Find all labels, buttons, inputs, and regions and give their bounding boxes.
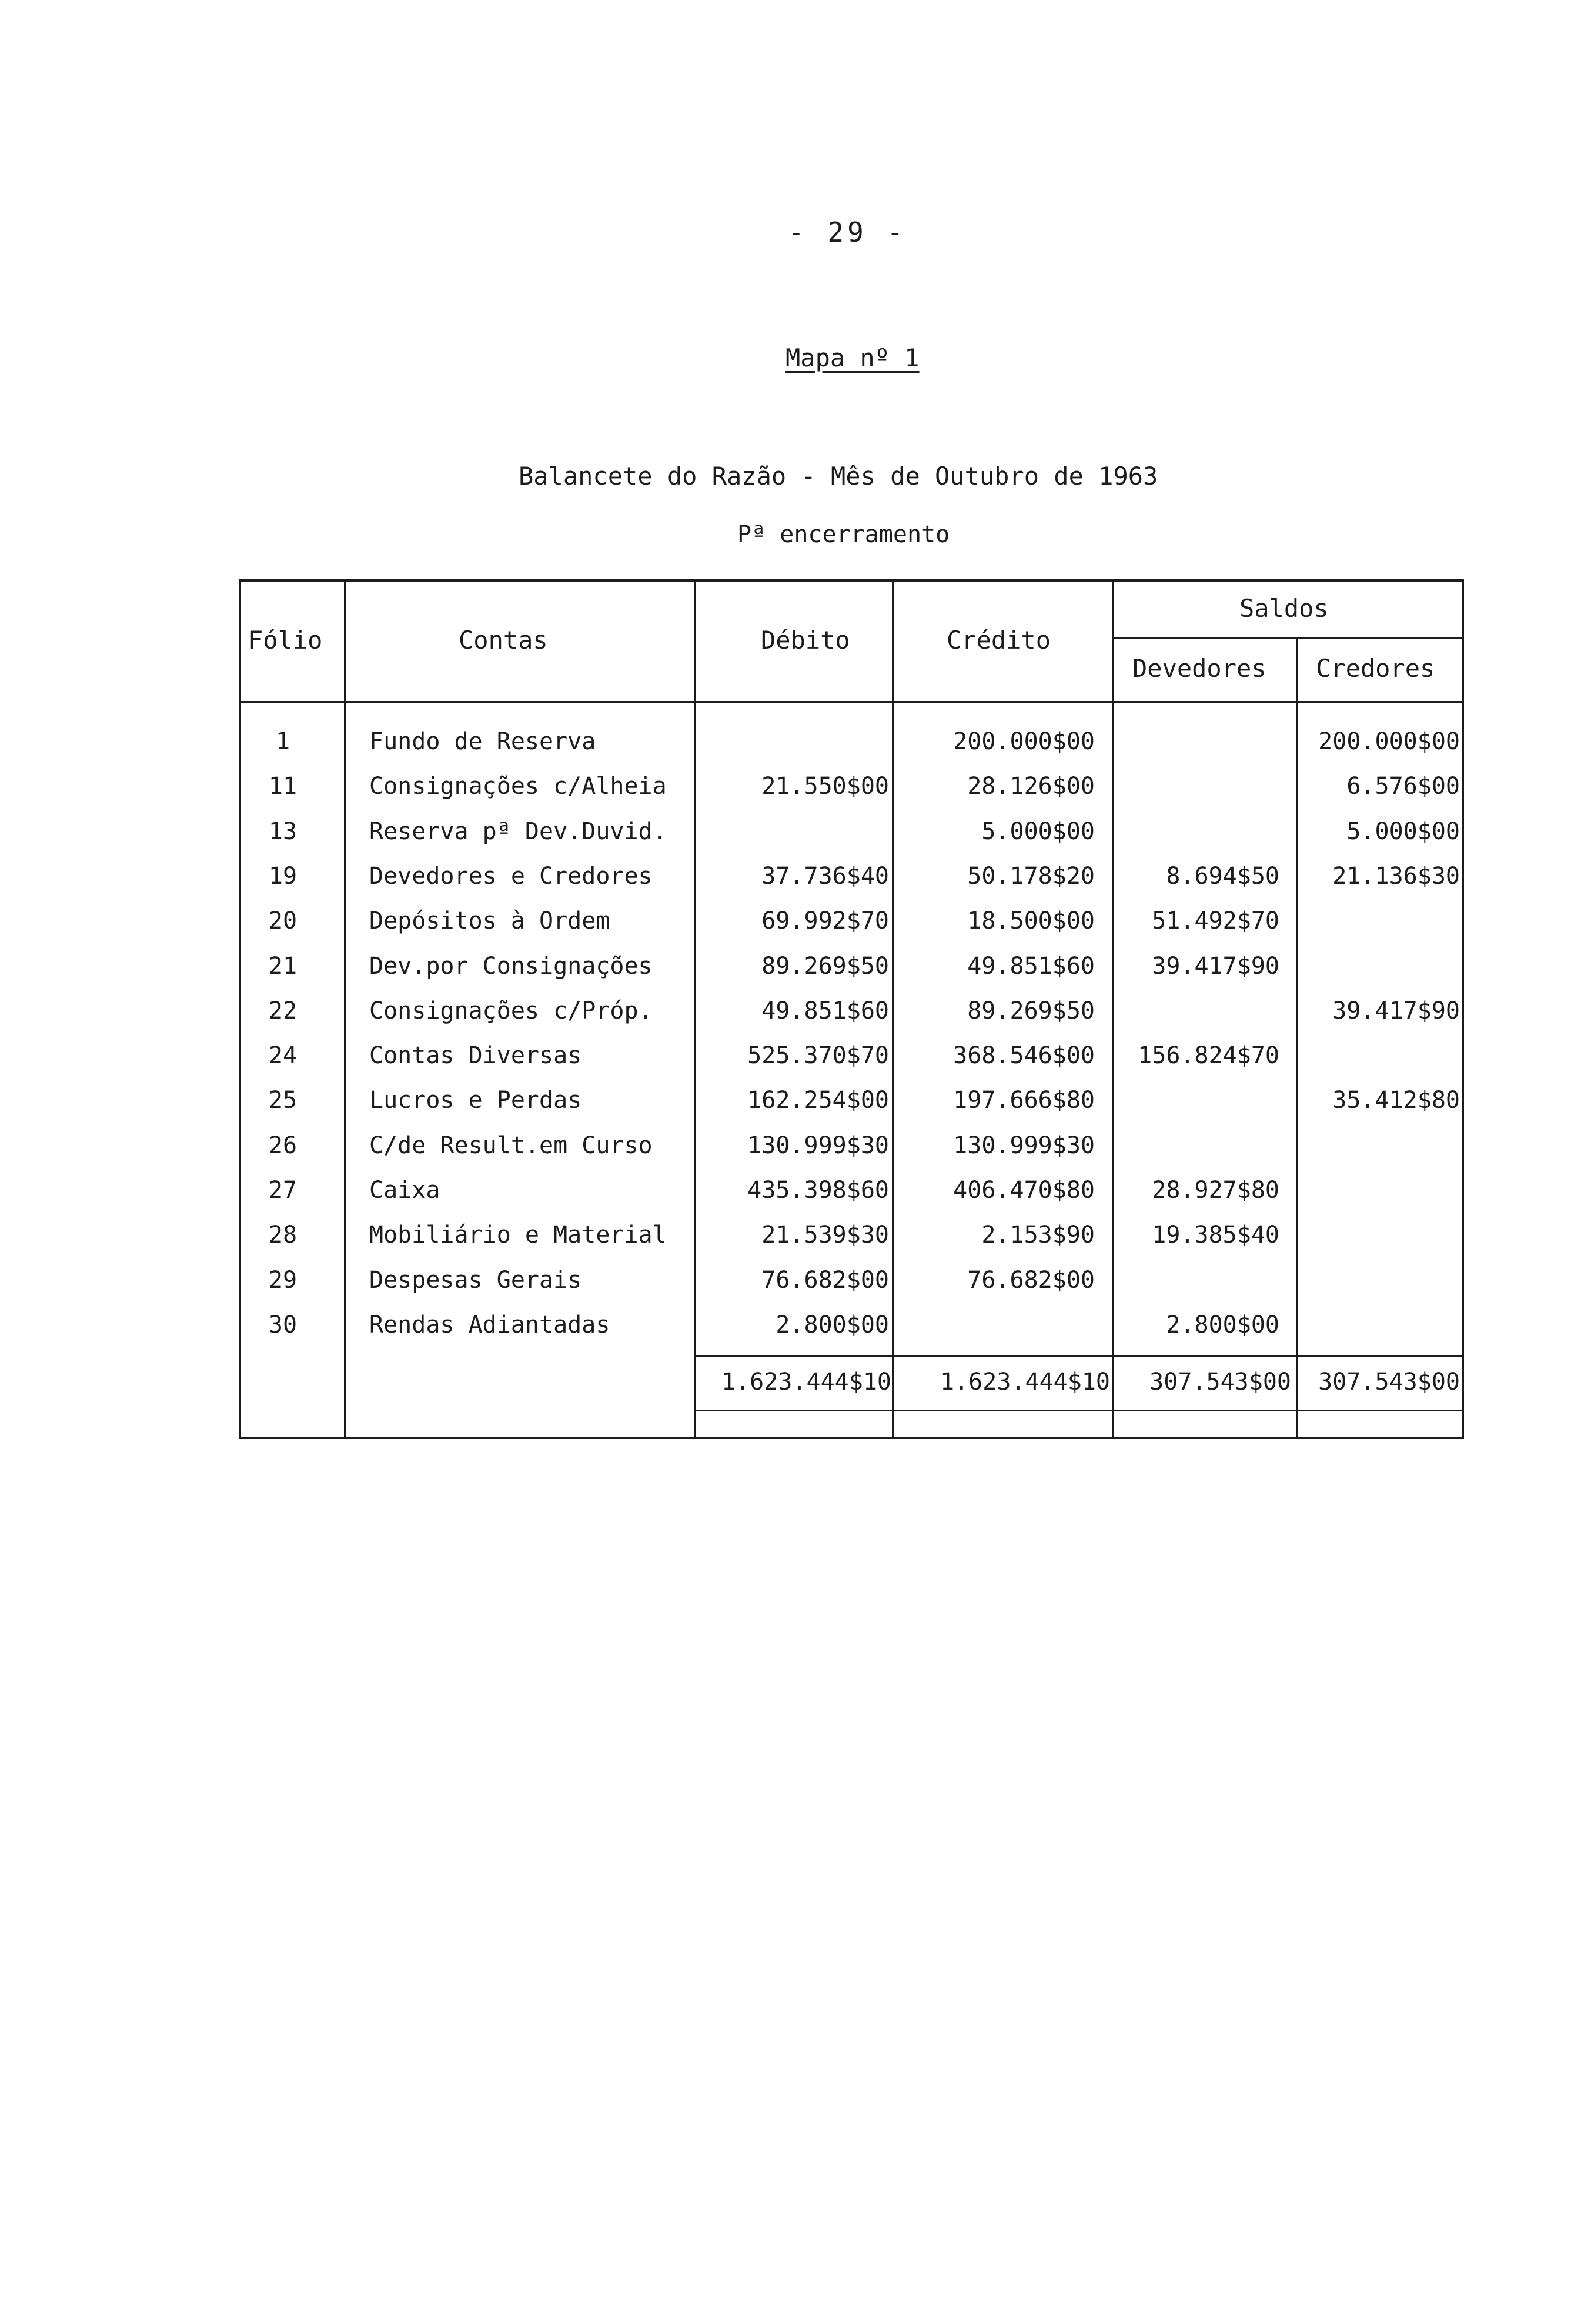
ledger-table [239,579,1464,1439]
header-contas: Contas [459,626,548,655]
column-rule-credito [1112,579,1114,1439]
page-number: - 29 - [788,216,907,248]
total-devedores: 307.543$00 [1149,1368,1291,1395]
saldos-divider [1112,637,1464,639]
cell-credito: 197.666$80 [953,1087,1095,1114]
header-debito: Débito [761,626,850,655]
header-bottom-rule [239,701,1464,703]
cell-credito: 130.999$30 [953,1132,1095,1159]
cell-debito: 76.682$00 [761,1267,889,1294]
cell-credores: 6.576$00 [1346,773,1460,800]
cell-credito: 406.470$80 [953,1177,1095,1204]
table-border-right [1462,579,1464,1439]
table-border-top [239,579,1464,582]
cell-credores: 21.136$30 [1332,863,1460,890]
cell-devedores: 51.492$70 [1152,907,1279,934]
cell-credores: 200.000$00 [1318,728,1460,755]
header-devedores: Devedores [1132,654,1266,683]
cell-folio: 20 [268,907,298,934]
cell-credito: 2.153$90 [981,1221,1095,1248]
totals-bottom-rule [694,1410,1464,1411]
total-debito: 1.623.444$10 [721,1368,891,1395]
cell-folio: 24 [268,1042,298,1069]
cell-credito: 5.000$00 [981,818,1095,845]
total-credores: 307.543$00 [1318,1368,1460,1395]
cell-conta: Consignações c/Alheia [369,773,667,800]
header-saldos: Saldos [1239,594,1329,623]
map-title: Mapa nº 1 [785,343,920,372]
cell-debito: 525.370$70 [747,1042,889,1069]
cell-debito: 37.736$40 [761,863,889,890]
cell-conta: Caixa [369,1177,440,1204]
cell-credito: 76.682$00 [967,1267,1095,1294]
cell-devedores: 156.824$70 [1138,1042,1279,1069]
cell-devedores: 28.927$80 [1152,1177,1279,1204]
cell-credito: 368.546$00 [953,1042,1095,1069]
cell-credores: 5.000$00 [1346,818,1460,845]
column-rule-contas [694,579,696,1439]
cell-conta: Fundo de Reserva [369,728,596,755]
table-border-left [239,579,241,1439]
cell-folio: 13 [268,818,298,845]
cell-debito: 21.550$00 [761,773,889,800]
cell-debito: 130.999$30 [747,1132,889,1159]
cell-devedores: 19.385$40 [1152,1221,1279,1248]
cell-devedores: 39.417$90 [1152,953,1279,980]
cell-debito: 89.269$50 [761,953,889,980]
cell-credores: 35.412$80 [1332,1087,1460,1114]
header-folio: Fólio [248,626,323,655]
cell-folio: 30 [268,1311,298,1338]
cell-debito: 21.539$30 [761,1221,889,1248]
cell-credito: 200.000$00 [953,728,1095,755]
cell-debito: 69.992$70 [761,907,889,934]
cell-folio: 19 [268,863,298,890]
cell-debito: 435.398$60 [747,1177,889,1204]
cell-devedores: 2.800$00 [1166,1311,1279,1338]
cell-conta: Dev.por Consignações [369,953,653,980]
document-title: Balancete do Razão - Mês de Outubro de 1963 [519,462,1158,490]
cell-credito: 28.126$00 [967,773,1095,800]
cell-conta: Rendas Adiantadas [369,1311,610,1338]
cell-devedores: 8.694$50 [1166,863,1279,890]
table-border-bottom [239,1437,1464,1439]
cell-conta: Reserva pª Dev.Duvid. [369,818,667,845]
cell-conta: C/de Result.em Curso [369,1132,653,1159]
cell-conta: Despesas Gerais [369,1267,582,1294]
totals-top-rule [694,1355,1464,1357]
cell-conta: Mobiliário e Material [369,1221,667,1248]
cell-folio: 21 [268,953,298,980]
cell-debito: 49.851$60 [761,997,889,1024]
document-subtitle: Pª encerramento [737,521,950,548]
cell-credores: 39.417$90 [1332,997,1460,1024]
cell-folio: 27 [268,1177,298,1204]
cell-folio: 11 [268,773,298,800]
column-rule-debito [892,579,894,1439]
cell-conta: Lucros e Perdas [369,1087,582,1114]
cell-folio: 28 [268,1221,298,1248]
column-rule-saldos [1296,638,1298,1439]
cell-credito: 49.851$60 [967,953,1095,980]
cell-debito: 162.254$00 [747,1087,889,1114]
cell-credito: 50.178$20 [967,863,1095,890]
cell-folio: 22 [268,997,298,1024]
total-credito: 1.623.444$10 [940,1368,1110,1395]
header-credito: Crédito [947,626,1051,655]
header-credores: Credores [1316,654,1435,683]
cell-conta: Contas Diversas [369,1042,582,1069]
cell-conta: Consignações c/Próp. [369,997,653,1024]
cell-debito: 2.800$00 [776,1311,889,1338]
cell-conta: Devedores e Credores [369,863,653,890]
column-rule-folio [344,579,346,1439]
cell-folio: 26 [268,1132,298,1159]
cell-credito: 89.269$50 [967,997,1095,1024]
cell-conta: Depósitos à Ordem [369,907,610,934]
cell-folio: 1 [275,728,290,755]
cell-folio: 25 [268,1087,298,1114]
cell-folio: 29 [268,1267,298,1294]
cell-credito: 18.500$00 [967,907,1095,934]
